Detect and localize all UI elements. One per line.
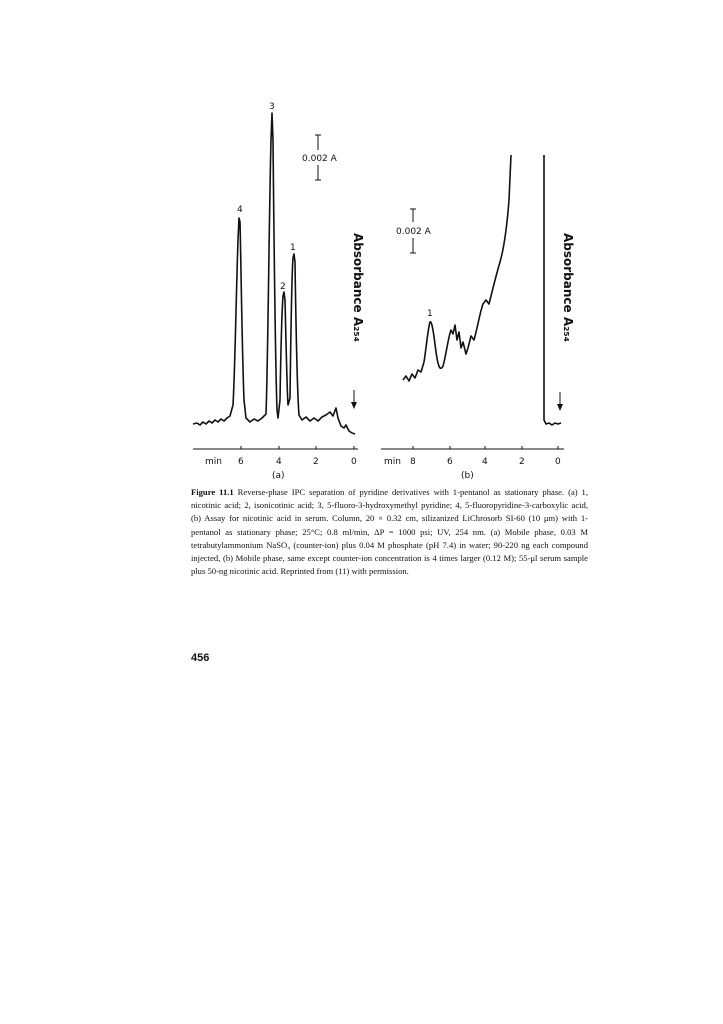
panel-b-scale-label: 0.002 A [396,227,431,237]
panel-a-scale-bar [302,135,338,180]
panel-a-tick-4: 4 [276,457,282,467]
panel-b-ylabel: Absorbance A₂₅₄ [561,233,575,342]
panel-b-x-axis [381,446,564,467]
panel-a-injection-arrow [351,390,357,409]
panel-b-tick-8: 8 [410,457,416,467]
panel-b [381,155,575,480]
peak-label-4: 4 [237,205,243,215]
panel-b-trace-tail [544,155,561,425]
peak-label-2: 2 [280,282,286,292]
panel-a-x-axis [193,446,358,467]
panel-b-tick-2: 2 [519,457,525,467]
panel-a-scale-label: 0.002 A [302,154,337,164]
chromatogram-figure [0,0,723,480]
panel-a [193,102,365,480]
figure-caption [191,486,588,578]
peak-label-3: 3 [269,102,275,112]
panel-a-tick-6: 6 [238,457,244,467]
figure-caption-text: Reverse-phase IPC separation of pyridine derivatives with 1-pentanol as stationary phase. (a) 1, nicotinic acid; 2, isonicotinic acid; 3, 5-fluoro-3-hydroxymethyl pyridine; 4, 5-fluoropyridine-3-carboxylic acid, (b) Assay for nicotinic acid in serum. Column, 20 × 0.32 cm, silizanized LiChrosorb SI-60 (10 μm) with 1-pentanol as stationary phase; 25°C; 0.8 ml/min, ΔP = 1000 psi; UV, 254 nm. (a) Mobile phase, 0.03 M tetrabutylammonium NaSO₄ (counter-ion) plus 0.04 M phosphate (pH 7.4) in water; 90-220 ng each compound injected, (b) Mobile phase, same except counter-ion concentration is 4 times larger (0.12 M); 55-μl serum sample plus 50-ng nicotinic acid. Reprinted from (11) with permission. [191,487,589,577]
panel-a-tick-2: 2 [313,457,319,467]
panel-b-peak-label-1: 1 [427,309,433,319]
panel-b-scale-bar [396,209,432,253]
panel-b-injection-arrow [557,392,563,411]
peak-label-1: 1 [290,243,296,253]
figure-caption-label: Figure 11.1 [191,487,234,497]
panel-b-tick-0: 0 [555,457,561,467]
panel-b-trace [403,155,511,381]
page-number: 456 [191,652,210,664]
panel-b-tick-4: 4 [482,457,488,467]
panel-b-label: (b) [461,471,474,480]
panel-a-axis-word: min [205,457,222,467]
panel-b-tick-6: 6 [447,457,453,467]
panel-a-ylabel: Absorbance A₂₅₄ [351,233,365,342]
panel-a-tick-0: 0 [351,457,357,467]
panel-a-label: (a) [272,471,285,480]
panel-b-axis-word: min [384,457,401,467]
